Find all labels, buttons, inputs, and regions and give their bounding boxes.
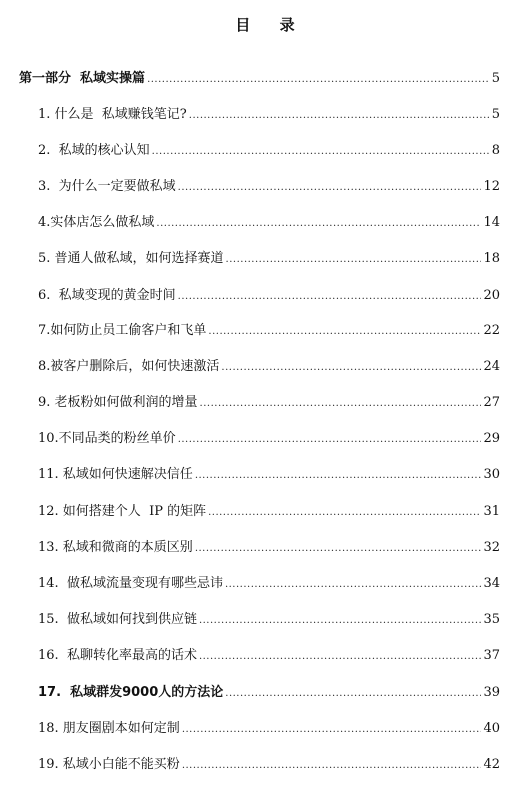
toc-entry-6[interactable]: [38, 285, 500, 307]
toc-heading: 目 录: [235, 16, 307, 34]
toc-entry-page: 14: [483, 215, 500, 230]
toc-leader-dots: [182, 719, 482, 741]
toc-entry-page: 22: [483, 323, 500, 338]
toc-entry-14[interactable]: [38, 573, 500, 595]
toc-leader-dots: [225, 574, 482, 596]
toc-entry-label: 13. 私域和微商的本质区别: [38, 540, 193, 555]
toc-entry-label: 1. 什么是 私域赚钱笔记?: [38, 107, 187, 122]
toc-entry-13[interactable]: [38, 537, 500, 559]
toc-entry-page: 40: [483, 721, 500, 736]
toc-entry-page: 42: [483, 757, 500, 772]
toc-leader-dots: [221, 357, 481, 379]
toc-entry-7[interactable]: [38, 320, 500, 342]
toc-entry-label: 7.如何防止员工偷客户和飞单: [38, 323, 207, 338]
toc-entry-16[interactable]: [38, 645, 500, 667]
toc-leader-dots: [225, 683, 481, 705]
toc-entry-label: 8.被客户删除后，如何快速激活: [38, 359, 220, 374]
toc-leader-dots: [178, 177, 482, 199]
toc-entry-page: 12: [483, 179, 500, 194]
toc-entry-label: 17. 私域群发9000人的方法论: [38, 685, 224, 700]
toc-entry-page: 31: [483, 504, 500, 519]
toc-entry-4[interactable]: [38, 212, 500, 234]
toc-leader-dots: [208, 502, 481, 524]
toc-entry-page: 34: [483, 576, 500, 591]
toc-entry-label: 6. 私域变现的黄金时间: [38, 288, 176, 303]
toc-entry-label: 11. 私域如何快速解决信任: [38, 467, 193, 482]
toc-entry-page: 39: [483, 685, 500, 700]
toc-entry-19[interactable]: [38, 754, 500, 776]
toc-leader-dots: [178, 286, 482, 308]
toc-entry-18[interactable]: [38, 718, 500, 740]
toc-leader-dots: [195, 465, 482, 487]
toc-leader-dots: [152, 141, 490, 163]
toc-entry-label: 14. 做私域流量变现有哪些忌讳: [38, 576, 223, 591]
toc-entry-2[interactable]: [38, 140, 500, 162]
toc-entry-label: 4.实体店怎么做私域: [38, 215, 155, 230]
toc-leader-dots: [199, 646, 482, 668]
toc-entry-9[interactable]: [38, 392, 500, 414]
toc-entry-label: 16. 私聊转化率最高的话术: [38, 648, 197, 663]
toc-entry-3[interactable]: [38, 176, 500, 198]
toc-entry-5[interactable]: [38, 248, 500, 270]
toc-entry-8[interactable]: [38, 356, 500, 378]
toc-entry-page: 37: [483, 648, 500, 663]
toc-entry-1[interactable]: [38, 104, 500, 126]
toc-entry-page: 24: [483, 359, 500, 374]
toc-entry-page: 32: [483, 540, 500, 555]
toc-entry-label: 第一部分 私域实操篇: [19, 71, 146, 86]
toc-entry-label: 3. 为什么一定要做私域: [38, 179, 176, 194]
toc-entry-part-1[interactable]: [19, 68, 500, 90]
toc-leader-dots: [182, 755, 482, 777]
toc-entry-label: 19. 私域小白能不能买粉: [38, 757, 180, 772]
toc-entry-15[interactable]: [38, 609, 500, 631]
toc-entry-11[interactable]: [38, 464, 500, 486]
toc-entry-label: 10.不同品类的粉丝单价: [38, 431, 176, 446]
toc-entry-page: 20: [483, 288, 500, 303]
toc-entry-page: 18: [483, 251, 500, 266]
toc-leader-dots: [208, 321, 481, 343]
toc-entry-page: 5: [491, 107, 500, 122]
toc-leader-dots: [199, 610, 482, 632]
toc-entry-page: 27: [483, 395, 500, 410]
toc-entry-page: 29: [483, 431, 500, 446]
toc-entry-page: 5: [491, 71, 500, 86]
toc-entry-label: 5. 普通人做私域，如何选择赛道: [38, 251, 224, 266]
toc-leader-dots: [226, 249, 482, 271]
toc-leader-dots: [147, 69, 490, 91]
toc-entry-label: 12. 如何搭建个人 IP 的矩阵: [38, 504, 207, 519]
toc-leader-dots: [156, 213, 481, 235]
toc-leader-dots: [189, 105, 490, 127]
toc-entry-label: 18. 朋友圈剧本如何定制: [38, 721, 180, 736]
toc-leader-dots: [200, 393, 482, 415]
toc-entry-label: 2. 私域的核心认知: [38, 143, 150, 158]
toc-entry-17[interactable]: [38, 682, 500, 704]
toc-entry-10[interactable]: [38, 428, 500, 450]
toc-entry-12[interactable]: [38, 501, 500, 523]
toc-entry-label: 15. 做私域如何找到供应链: [38, 612, 197, 627]
toc-leader-dots: [195, 538, 482, 560]
toc-entry-label: 9. 老板粉如何做利润的增量: [38, 395, 198, 410]
toc-entry-page: 30: [483, 467, 500, 482]
toc-leader-dots: [178, 429, 482, 451]
toc-entry-page: 8: [491, 143, 500, 158]
toc-entry-page: 35: [483, 612, 500, 627]
